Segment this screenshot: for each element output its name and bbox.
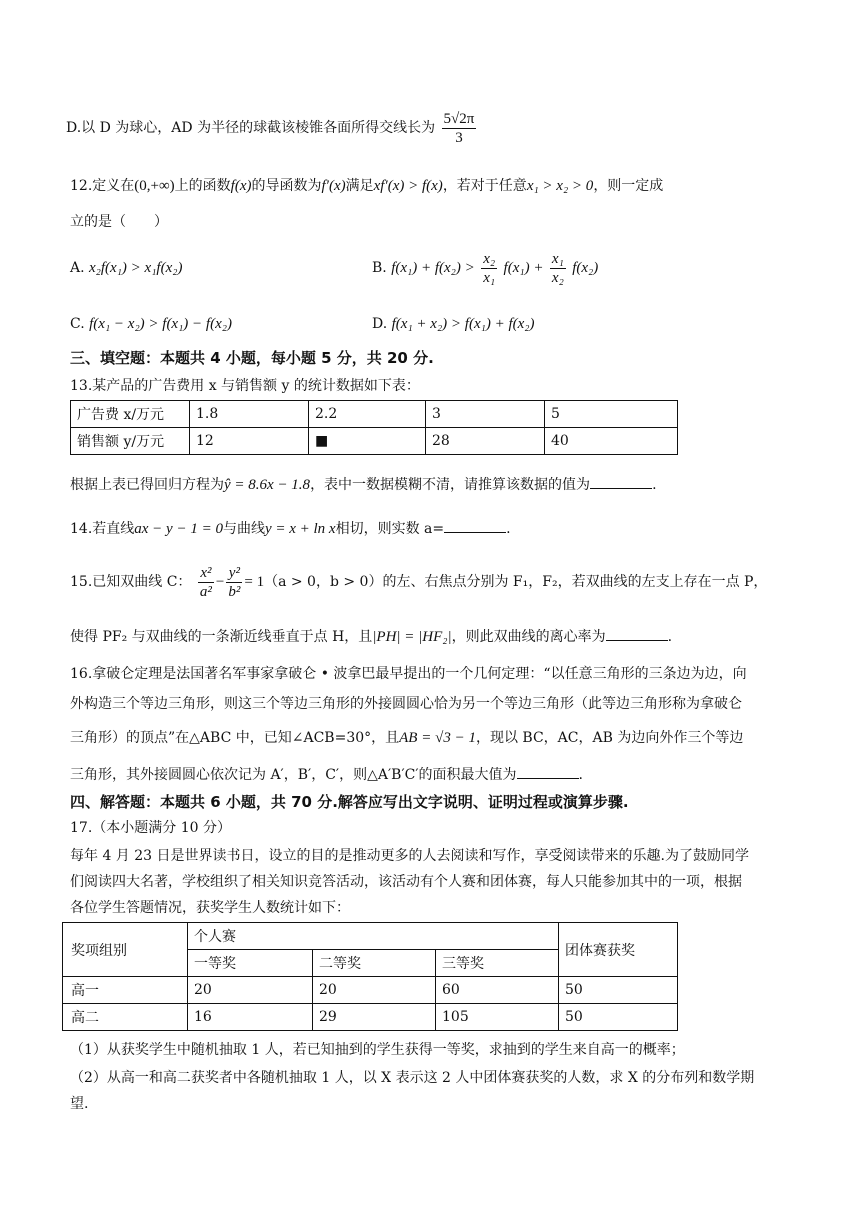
table-header-cell: 团体赛获奖 <box>559 923 678 977</box>
option-formula: f(x₂) <box>572 260 599 276</box>
answer-blank[interactable] <box>444 518 506 533</box>
table-cell: 5 <box>545 401 678 428</box>
q16-line1: 16.拿破仑定理是法国著名军事家拿破仑 • 波拿巴最早提出的一个几何定理：“以任意三角形的三条边为边，向 <box>70 666 747 682</box>
table-cell: 60 <box>436 977 559 1004</box>
q15-text: 使得 PF₂ 与双曲线的一条渐近线垂直于点 H，且 <box>70 629 373 645</box>
option-label: D. <box>372 316 388 332</box>
q16-line3 <box>70 728 743 748</box>
fraction-denominator: b² <box>228 583 241 600</box>
fraction-denominator: x₂ <box>551 269 564 286</box>
table-row <box>63 1004 678 1031</box>
q12-option-d <box>372 314 534 334</box>
option-formula: f(x₁) + f(x₂) > <box>391 260 475 276</box>
q15-line1 <box>70 560 767 604</box>
answer-blank[interactable] <box>517 764 579 779</box>
option-label: A. <box>70 260 85 276</box>
answer-blank[interactable] <box>606 626 668 641</box>
q12-condition2: x₁ > x₂ > 0 <box>526 178 594 194</box>
q12-function: f(x) <box>230 178 252 194</box>
q12-text: 满足 <box>345 178 374 194</box>
q12-b-fraction-1 <box>481 250 497 287</box>
fraction-numerator: x₁ <box>551 250 564 267</box>
section-4-title: 四、解答题：本题共 6 小题，共 70 分.解答应写出文字说明、证明过程或演算步骤. <box>70 793 629 811</box>
option-formula: f(x₁ + x₂) > f(x₁) + f(x₂) <box>391 316 535 332</box>
q14-curve-equation: y = x + ln x <box>264 521 336 537</box>
table-row <box>71 401 678 428</box>
q15-text: . <box>667 629 673 645</box>
q16-text: 三角形，其外接圆圆心依次记为 A′，B′，C′，则△A′B′C′的面积最大值为 <box>70 767 517 783</box>
q16-text: ，现以 BC，AC，AB 为边向外作三个等边 <box>475 730 744 746</box>
table-row <box>63 977 678 1004</box>
answer-blank[interactable] <box>590 474 652 489</box>
q15-text: ，则此双曲线的离心率为 <box>451 629 606 645</box>
option-formula: f(x₁ − x₂) > f(x₁) − f(x₂) <box>89 316 232 332</box>
fraction-denominator: 3 <box>455 129 463 146</box>
option-label: C. <box>70 316 85 332</box>
table-cell: 20 <box>313 977 436 1004</box>
q16-line2: 外构造三个等边三角形，则这三个等边三角形的外接圆圆心恰为另一个等边三角形（此等边三角形称为拿破仑 <box>70 696 742 712</box>
table-header-cell: 一等奖 <box>188 950 313 977</box>
q15-minus: − <box>215 574 225 590</box>
table-header-cell: 三等奖 <box>436 950 559 977</box>
table-cell: 50 <box>559 1004 678 1031</box>
q12-text: 12.定义在 <box>70 178 135 194</box>
q15-fraction-x <box>198 564 214 601</box>
q14 <box>70 518 511 539</box>
q17-subquestion-1: （1）从获奖学生中随机抽取 1 人，若已知抽到的学生获得一等奖，求抽到的学生来自高一的概率； <box>70 1042 685 1058</box>
table-cell: 28 <box>426 428 545 455</box>
q15-line2 <box>70 626 672 647</box>
q17-para-line2: 们阅读四大名著，学校组织了相关知识竞答活动，该活动有个人赛和团体赛，每人只能参加其中的一项，根据 <box>70 874 742 890</box>
q14-text: 与曲线 <box>222 521 265 537</box>
q15-fraction-y <box>226 564 242 601</box>
table-cell: 29 <box>313 1004 436 1031</box>
table-cell: 高二 <box>63 1004 188 1031</box>
q14-text: . <box>506 521 511 537</box>
fraction-numerator: x₂ <box>483 250 496 267</box>
q13-followup <box>70 474 657 495</box>
table-cell: 3 <box>426 401 545 428</box>
table-cell: 广告费 x/万元 <box>71 401 190 428</box>
q11-option-d-text: D.以 D 为球心，AD 为半径的球截该棱锥各面所得交线长为 <box>66 120 436 136</box>
table-cell: 2.2 <box>309 401 426 428</box>
q13-data-table <box>70 400 678 455</box>
q12-option-b <box>372 246 598 290</box>
q15-text: 15.已知双曲线 C： <box>70 574 192 590</box>
fraction-numerator: x² <box>198 564 214 583</box>
q12-option-c <box>70 314 232 334</box>
q11-option-d-fraction <box>442 110 477 147</box>
q14-line-equation: ax − y − 1 = 0 <box>134 521 223 537</box>
fraction-numerator: y² <box>226 564 242 583</box>
table-cell: 105 <box>436 1004 559 1031</box>
table-cell: 12 <box>190 428 309 455</box>
table-header-cell: 二等奖 <box>313 950 436 977</box>
q15-equation: |PH| = |HF₂| <box>372 629 452 645</box>
q11-option-d <box>66 108 478 148</box>
q17-header: 17.（本小题满分 10 分） <box>70 820 231 836</box>
section-3-title: 三、填空题：本题共 4 小题，每小题 5 分，共 20 分. <box>70 349 434 367</box>
table-cell: 40 <box>545 428 678 455</box>
q13-text: . <box>652 477 657 493</box>
q13-text: ，表中一数据模糊不清，请推算该数据的值为 <box>310 477 591 493</box>
q13-regression-equation: ŷ = 8.6x − 1.8 <box>224 477 311 493</box>
table-cell: 50 <box>559 977 678 1004</box>
q17-subquestion-2-line1: （2）从高一和高二获奖者中各随机抽取 1 人，以 X 表示这 2 人中团体赛获奖的人数，求 X 的分布列和数学期 <box>70 1070 755 1086</box>
table-row <box>63 923 678 950</box>
fraction-numerator: 5√2π <box>443 110 475 127</box>
q13-stem: 13.某产品的广告费用 x 与销售额 y 的统计数据如下表： <box>70 378 420 394</box>
q17-para-line3: 各位学生答题情况，获奖学生人数统计如下： <box>70 900 350 916</box>
q12-stem-line2: 立的是（ ） <box>70 214 168 230</box>
option-formula: x₂f(x₁) > x₁f(x₂) <box>89 260 183 276</box>
q12-option-a <box>70 258 182 278</box>
q12-text: 上的函数 <box>174 178 231 194</box>
option-label: B. <box>372 260 387 276</box>
q16-line4 <box>70 764 583 785</box>
q13-text: 根据上表已得回归方程为 <box>70 477 224 493</box>
q14-text: 相切，则实数 a= <box>335 521 445 537</box>
q16-text: 三角形）的顶点”在△ABC 中，已知∠ACB=30°，且 <box>70 730 400 746</box>
table-cell: 销售额 y/万元 <box>71 428 190 455</box>
q16-text: . <box>578 767 583 783</box>
table-header-cell: 奖项组别 <box>63 923 188 977</box>
q17-para-line1: 每年 4 月 23 日是世界读书日，设立的目的是推动更多的人去阅读和写作，享受阅读带来的乐趣.为了鼓励同学 <box>70 848 749 864</box>
q12-derivative: f′(x) <box>321 178 346 194</box>
q16-equation: AB = √3 − 1 <box>399 730 476 746</box>
q12-stem-line1 <box>70 176 663 196</box>
option-formula: f(x₁) + <box>503 260 544 276</box>
q12-b-fraction-2 <box>550 250 566 287</box>
q12-text: ，则一定成 <box>593 178 664 194</box>
q14-text: 14.若直线 <box>70 521 135 537</box>
q15-equals-one: = 1 <box>244 574 265 590</box>
q12-text: ，若对于任意 <box>442 178 527 194</box>
table-cell: 20 <box>188 977 313 1004</box>
table-cell: 1.8 <box>190 401 309 428</box>
q12-interval: (0,+∞) <box>134 178 175 194</box>
table-cell: 16 <box>188 1004 313 1031</box>
table-header-cell: 个人赛 <box>188 923 559 950</box>
q12-condition: xf′(x) > f(x) <box>373 178 443 194</box>
table-cell: ■ <box>309 428 426 455</box>
fraction-denominator: x₁ <box>483 269 496 286</box>
q17-award-table <box>62 922 678 1031</box>
table-cell: 高一 <box>63 977 188 1004</box>
fraction-denominator: a² <box>199 583 212 600</box>
q15-text: （a > 0，b > 0）的左、右焦点分别为 F₁，F₂，若双曲线的左支上存在一点 P， <box>264 574 768 590</box>
q12-text: 的导函数为 <box>251 178 322 194</box>
table-row <box>71 428 678 455</box>
q17-subquestion-2-line2: 望. <box>70 1096 89 1112</box>
